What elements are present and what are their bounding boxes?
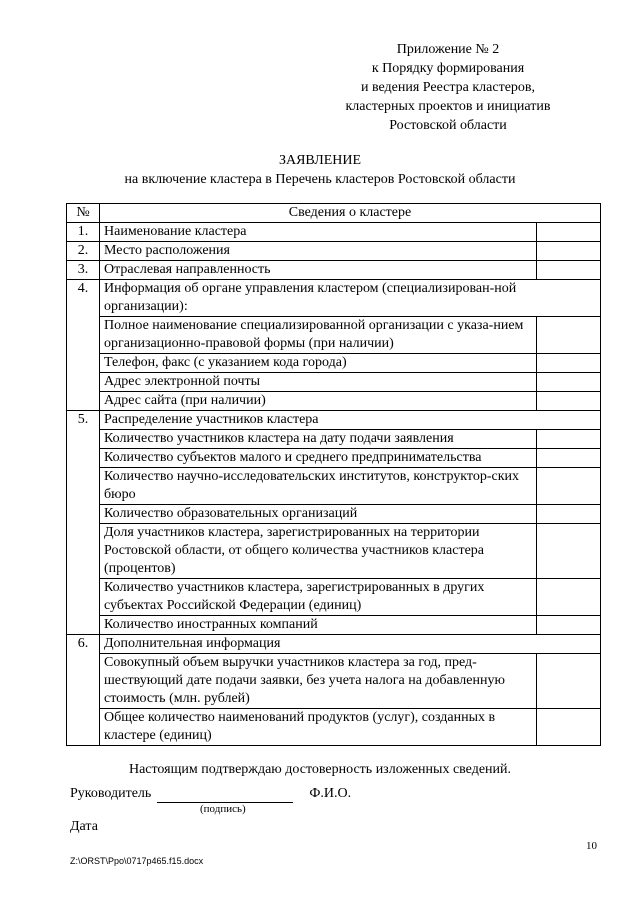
row-number: 1. [67,223,100,242]
row-label: Количество участников кластера на дату подачи заявления [100,430,537,449]
table-row [67,373,601,392]
row-value-cell[interactable] [537,261,601,280]
table-row [67,261,601,280]
page-number: 10 [586,840,597,852]
confirmation-text: Настоящим подтверждаю достоверность изложенных сведений. [128,762,512,777]
table-row [67,616,601,635]
table-row [67,392,601,411]
signature-line [70,784,590,803]
row-label: Количество субъектов малого и среднего предпринимательства [100,449,537,468]
table-row [67,449,601,468]
table-row [67,223,601,242]
file-path: Z:\ORST\Ppo\0717p465.f15.docx [70,856,204,866]
header-number: № [67,204,100,223]
row-value-cell[interactable] [537,354,601,373]
row-label: Место расположения [100,242,537,261]
header-info: Сведения о кластере [100,204,601,223]
row-number: 4. [67,280,100,411]
row-label: Полное наименование специализированной организации с указа-нием организационно-правовой формы (при наличии) [100,317,537,354]
row-label: Телефон, факс (с указанием кода города) [100,354,537,373]
row-label: Адрес сайта (при наличии) [100,392,537,411]
row-label: Адрес электронной почты [100,373,537,392]
date-label: Дата [70,819,98,834]
row-number: 6. [67,635,100,746]
row-label: Наименование кластера [100,223,537,242]
table-row [67,354,601,373]
table-row [67,709,601,746]
cluster-info-table [66,203,601,746]
row-value-cell[interactable] [537,654,601,709]
appendix-line: и ведения Реестра кластеров, [360,80,536,95]
title-main: ЗАЯВЛЕНИЕ [278,153,362,168]
appendix-reference [318,40,578,135]
row-label: Совокупный объем выручки участников кластера за год, пред-шествующий дате подачи заявки, без учета налога на добавленную стоимость (млн. рублей) [100,654,537,709]
appendix-line: Ростовской области [389,118,507,133]
row-label: Количество образовательных организаций [100,505,537,524]
row-value-cell[interactable] [537,579,601,616]
row-number: 5. [67,411,100,635]
row-value-cell[interactable] [537,430,601,449]
table-row [67,635,601,654]
appendix-line: к Порядку формирования [371,61,525,76]
row-label: Количество иностранных компаний [100,616,537,635]
row-value-cell[interactable] [537,709,601,746]
row-value-cell[interactable] [537,505,601,524]
table-row [67,280,601,317]
row-value-cell[interactable] [537,616,601,635]
row-value-cell[interactable] [537,242,601,261]
appendix-line: Приложение № 2 [396,42,500,57]
signature-hint: (подпись) [200,803,246,815]
table-row [67,505,601,524]
head-label: Руководитель [70,786,152,801]
row-value-cell[interactable] [537,449,601,468]
row-label: Общее количество наименований продуктов (услуг), созданных в кластере (единиц) [100,709,537,746]
row-value-cell[interactable] [537,223,601,242]
row-label: Отраслевая направленность [100,261,537,280]
fio-label: Ф.И.О. [309,786,352,801]
section-label: Информация об органе управления кластером (специализирован-ной организации): [100,280,601,317]
table-row [67,411,601,430]
row-label: Доля участников кластера, зарегистрированных на территории Ростовской области, от общего количества участников кластера (процентов) [100,524,537,579]
row-number: 3. [67,261,100,280]
row-value-cell[interactable] [537,317,601,354]
document-title [0,151,640,189]
table-row [67,317,601,354]
section-label: Дополнительная информация [100,635,601,654]
appendix-line: кластерных проектов и инициатив [345,99,551,114]
row-value-cell[interactable] [537,468,601,505]
table-row [67,242,601,261]
table-row [67,468,601,505]
row-value-cell[interactable] [537,373,601,392]
signature-field[interactable] [157,788,293,803]
title-subtitle: на включение кластера в Перечень кластеров Ростовской области [124,172,516,187]
table-row [67,524,601,579]
table-header-row [67,204,601,223]
row-number: 2. [67,242,100,261]
table-row [67,654,601,709]
table-row [67,430,601,449]
row-label: Количество участников кластера, зарегистрированных в других субъектах Российской Федерации (единиц) [100,579,537,616]
section-label: Распределение участников кластера [100,411,601,430]
table-row [67,579,601,616]
row-label: Количество научно-исследовательских институтов, конструктор-ских бюро [100,468,537,505]
row-value-cell[interactable] [537,392,601,411]
row-value-cell[interactable] [537,524,601,579]
